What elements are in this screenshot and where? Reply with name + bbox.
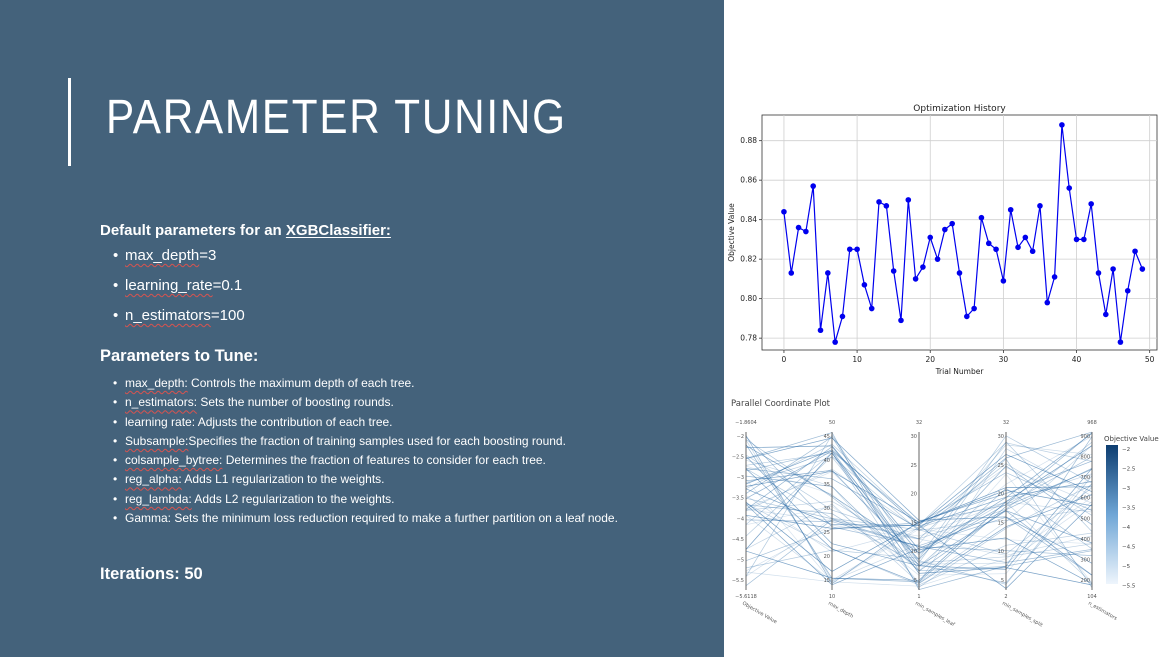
y-tick-label: 0.80 <box>740 294 757 304</box>
pcp-tick-label: 200 <box>1080 578 1090 584</box>
data-point <box>781 209 787 215</box>
data-point <box>1140 266 1146 272</box>
iterations-label: Iterations: 50 <box>100 565 203 583</box>
colorbar-tick-label: −3 <box>1122 486 1131 492</box>
data-point <box>935 256 941 262</box>
param-name: learning_rate <box>125 277 213 294</box>
optimization-history-svg <box>726 100 1164 374</box>
data-point <box>1132 248 1138 254</box>
data-point <box>986 241 992 247</box>
pcp-tick-label: −2 <box>736 434 744 440</box>
tune-list <box>113 374 618 528</box>
x-tick-label: 20 <box>925 355 936 364</box>
pcp-tick-label: 15 <box>823 578 830 584</box>
pcp-tick-label: 500 <box>1080 516 1090 523</box>
pcp-tick-label: 5 <box>913 578 917 584</box>
tune-desc: Adds L2 regularization to the weights. <box>191 491 395 506</box>
plot-frame <box>762 115 1157 350</box>
pcp-axis-max: −1.8604 <box>735 420 757 426</box>
data-point <box>1118 339 1124 345</box>
pcp-axis-max: 32 <box>915 420 923 426</box>
y-tick-label: 0.86 <box>740 175 757 185</box>
data-point <box>1103 312 1109 318</box>
default-item <box>113 307 245 337</box>
tune-name: reg_lambda: <box>125 491 192 506</box>
tune-desc: Controls the maximum depth of each tree. <box>187 376 415 390</box>
data-point <box>1037 203 1043 209</box>
tune-item <box>113 490 618 509</box>
pcp-tick-label: 45 <box>823 434 830 440</box>
chart-title: Optimization History <box>913 104 1006 114</box>
pcp-axis-min: 104 <box>1087 594 1097 600</box>
pcp-tick-label: −4.5 <box>731 536 744 543</box>
data-point <box>1110 266 1116 272</box>
colorbar-tick-label: −2.5 <box>1122 466 1136 473</box>
pcp-tick-label: 15 <box>910 520 917 527</box>
defaults-heading <box>100 222 391 239</box>
param-name: n_estimators <box>125 307 211 324</box>
tune-desc: Adds L1 regularization to the weights. <box>181 472 385 487</box>
colorbar-tick-label: −4 <box>1122 525 1131 531</box>
data-point <box>854 246 860 252</box>
pcp-tick-label: 25 <box>910 462 917 469</box>
pcp-axis-name: n_estimators <box>1087 600 1118 622</box>
tune-desc: Gamma: Sets the minimum loss reduction required to make a further partition on a leaf node. <box>125 511 618 526</box>
pcp-tick-label: −3.5 <box>731 495 744 502</box>
pcp-tick-label: −5.5 <box>731 578 744 584</box>
pcp-tick-label: 30 <box>997 434 1004 440</box>
parallel-coordinate-svg <box>726 392 1164 629</box>
x-tick-label: 30 <box>998 355 1009 364</box>
pcp-tick-label: 25 <box>823 530 830 536</box>
data-point <box>1030 248 1036 254</box>
data-point <box>979 215 985 221</box>
data-point <box>949 221 955 227</box>
tune-name: n_estimators: <box>125 395 198 410</box>
xgbclassifier-link[interactable]: XGBClassifier: <box>285 222 391 239</box>
x-tick-label: 10 <box>852 355 862 364</box>
pcp-tick-label: 10 <box>910 549 917 556</box>
data-point <box>1052 274 1058 280</box>
data-point <box>884 203 890 209</box>
param-value: =3 <box>199 247 217 264</box>
pcp-tick-label: 20 <box>910 491 917 498</box>
slide-title: PARAMETER TUNING <box>106 91 567 144</box>
param-name: max_depth <box>125 247 200 264</box>
parallel-coordinate-chart <box>726 392 1164 629</box>
data-point <box>1074 237 1080 243</box>
accent-bar <box>68 78 71 166</box>
tune-desc: Specifies the fraction of training samples used for each boosting round. <box>188 433 566 448</box>
pcp-axis-name: max_depth <box>827 600 855 620</box>
data-point <box>825 270 831 276</box>
tune-name: colsample_bytree: <box>125 453 223 468</box>
data-point <box>1066 185 1072 191</box>
tune-item <box>113 374 618 393</box>
data-point <box>1008 207 1014 213</box>
pcp-tick-label: 40 <box>823 458 830 464</box>
pcp-tick-label: −5 <box>736 557 744 564</box>
data-point <box>1059 122 1065 128</box>
data-point <box>832 339 838 345</box>
x-tick-label: 0 <box>781 355 787 364</box>
colorbar-tick-label: −3.5 <box>1122 505 1136 512</box>
tune-desc: learning rate: Adjusts the contribution of each tree. <box>125 414 393 429</box>
tune-name: max_depth: <box>125 376 188 390</box>
pcp-tick-label: 35 <box>823 482 830 488</box>
colorbar <box>1106 445 1118 584</box>
data-point <box>1001 278 1007 284</box>
x-axis-label: Trial Number <box>935 367 984 376</box>
pcp-axis-min: 1 <box>917 594 921 600</box>
data-point <box>891 268 897 274</box>
pcp-axis-max: 32 <box>1002 420 1010 426</box>
data-point <box>862 282 868 288</box>
pcp-axis-name: Objective Value <box>741 600 778 626</box>
pcp-tick-label: 30 <box>823 506 830 512</box>
pcp-axis-name: min_samples_split <box>1001 600 1044 629</box>
data-point <box>898 318 904 324</box>
pcp-tick-label: 800 <box>1080 454 1090 461</box>
tune-desc: Determines the fraction of features to consider for each tree. <box>222 453 546 468</box>
data-point <box>913 276 919 282</box>
data-point <box>818 327 824 333</box>
data-point <box>957 270 963 276</box>
pcp-tick-label: 400 <box>1080 536 1090 543</box>
data-point <box>1044 300 1050 306</box>
pcp-tick-label: 700 <box>1080 475 1090 482</box>
tune-item <box>113 451 618 470</box>
y-tick-label: 0.82 <box>740 254 757 264</box>
data-point <box>942 227 948 233</box>
pcp-tick-label: −3 <box>736 475 744 482</box>
pcp-tick-label: 15 <box>997 520 1004 527</box>
data-point <box>1096 270 1102 276</box>
tune-item <box>113 413 618 432</box>
pcp-tick-label: 900 <box>1080 434 1090 440</box>
data-point <box>869 306 875 312</box>
pcp-tick-label: 20 <box>997 491 1004 498</box>
data-point <box>1015 245 1021 251</box>
pcp-axis-min: 10 <box>828 594 836 600</box>
y-axis-label: Objective Value <box>727 203 736 262</box>
colorbar-tick-label: −5 <box>1122 564 1131 570</box>
data-point <box>1125 288 1131 294</box>
pcp-axis-min: −5.6118 <box>735 594 757 600</box>
pcp-tick-label: 20 <box>823 554 830 560</box>
pcp-title: Parallel Coordinate Plot <box>731 399 830 409</box>
y-tick-label: 0.84 <box>740 215 757 225</box>
pcp-tick-label: 25 <box>997 462 1004 469</box>
data-point <box>971 306 977 312</box>
data-point <box>1023 235 1029 241</box>
tune-item <box>113 393 618 412</box>
colorbar-tick-label: −2 <box>1122 447 1131 453</box>
data-point <box>920 264 926 270</box>
pcp-axis-max: 968 <box>1087 420 1097 426</box>
data-point <box>1081 237 1087 243</box>
pcp-axis-name: min_samples_leaf <box>914 600 956 628</box>
tune-heading: Parameters to Tune: <box>100 347 259 365</box>
data-point <box>847 246 853 252</box>
data-point <box>1088 201 1094 207</box>
data-point <box>876 199 882 205</box>
default-item <box>113 247 245 277</box>
default-item <box>113 277 245 307</box>
colorbar-tick-label: −4.5 <box>1122 544 1136 551</box>
y-tick-label: 0.88 <box>740 136 757 146</box>
tune-desc: Sets the number of boosting rounds. <box>197 395 394 410</box>
tune-item <box>113 470 618 489</box>
pcp-tick-label: 5 <box>1000 578 1004 584</box>
pcp-tick-label: 600 <box>1080 495 1090 502</box>
tune-item <box>113 509 618 528</box>
series-line <box>784 125 1143 342</box>
data-point <box>905 197 911 203</box>
tune-name: Subsample: <box>125 433 189 448</box>
defaults-heading-text: Default parameters for an <box>100 222 286 239</box>
defaults-list <box>113 247 245 337</box>
data-point <box>803 229 809 235</box>
data-point <box>810 183 816 189</box>
optimization-history-chart <box>726 100 1164 374</box>
data-point <box>788 270 794 276</box>
x-tick-label: 50 <box>1144 355 1155 364</box>
y-tick-label: 0.78 <box>740 333 757 343</box>
pcp-tick-label: 30 <box>910 434 917 440</box>
pcp-tick-label: 10 <box>997 549 1004 556</box>
pcp-axis-max: 50 <box>828 420 836 426</box>
colorbar-tick-label: −5.5 <box>1122 583 1136 590</box>
data-point <box>927 235 933 241</box>
tune-item <box>113 432 618 451</box>
data-point <box>993 246 999 252</box>
data-point <box>796 225 802 231</box>
pcp-tick-label: −2.5 <box>731 454 744 461</box>
pcp-tick-label: −4 <box>736 516 744 523</box>
data-point <box>964 314 970 320</box>
x-tick-label: 40 <box>1071 355 1082 364</box>
pcp-tick-label: 300 <box>1080 557 1090 564</box>
tune-name: reg_alpha: <box>125 472 182 487</box>
param-value: =100 <box>210 307 245 324</box>
data-point <box>840 314 846 320</box>
pcp-axis-min: 2 <box>1004 594 1008 600</box>
colorbar-title: Objective Value <box>1104 435 1159 443</box>
param-value: =0.1 <box>212 277 243 294</box>
